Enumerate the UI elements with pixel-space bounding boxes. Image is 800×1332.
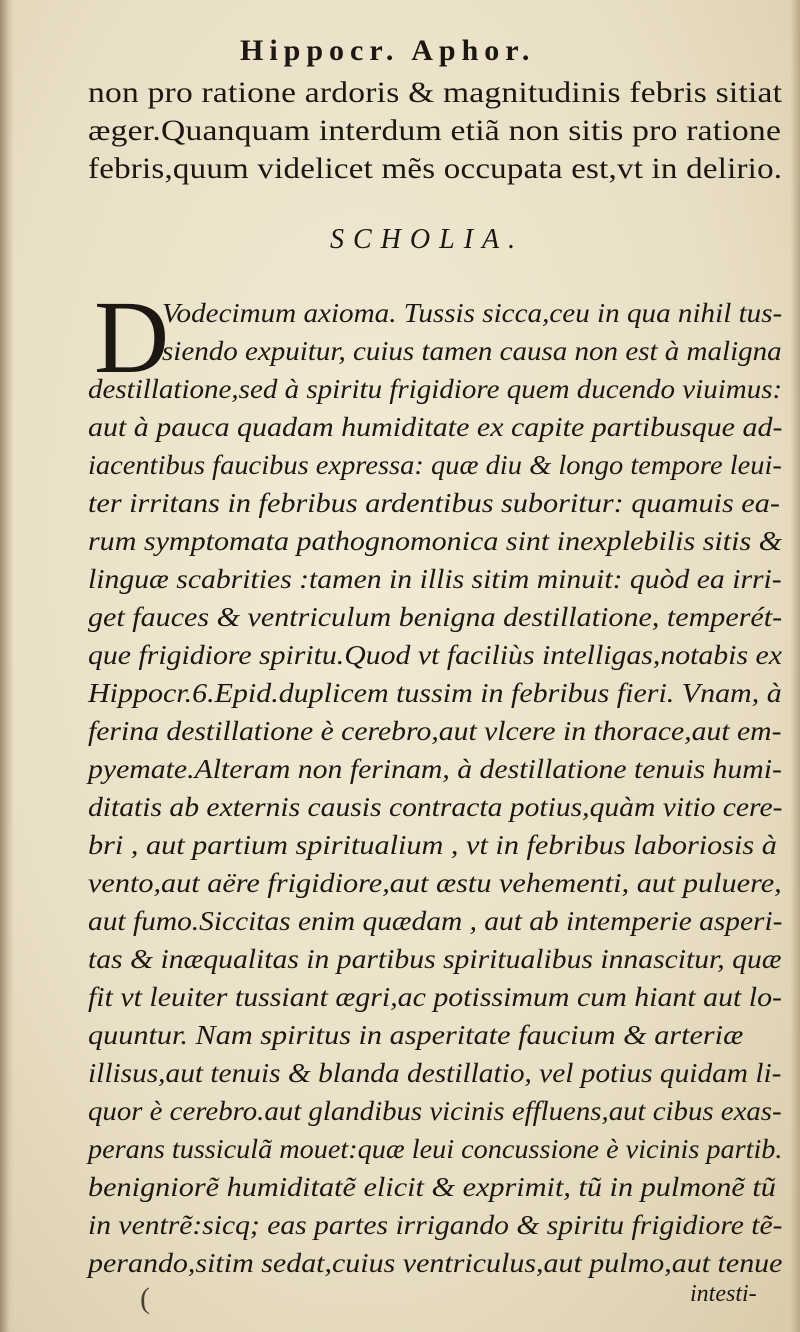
running-header: Hippocr. Aphor. xyxy=(240,34,536,67)
margin-mark: ( xyxy=(140,1282,150,1315)
text-line: fit vt leuiter tussiant ægri,ac potissimum cum hiant aut lo- xyxy=(88,982,783,1012)
text-line: Vodecimum axioma. Tussis sicca,ceu in qua nihil tus- xyxy=(162,298,783,328)
text-line: aut fumo.Siccitas enim quædam , aut ab intemperie asperi- xyxy=(88,906,783,936)
text-line: quuntur. Nam spiritus in asperitate faucium & arteriæ xyxy=(88,1020,744,1050)
text-line: vento,aut aëre frigidiore,aut æstu vehementi, aut puluere, xyxy=(88,868,782,898)
text-line: rum symptomata pathognomonica sint inexplebilis sitis & xyxy=(88,526,782,556)
text-line: perando,sitim sedat,cuius ventriculus,aut pulmo,aut tenue xyxy=(88,1248,783,1278)
page-right-edge xyxy=(790,0,800,1332)
text-line: bri , aut partium spiritualium , vt in febribus laboriosis à xyxy=(88,830,777,860)
text-line: ditatis ab externis causis contracta potius,quàm vitio cere- xyxy=(88,792,783,822)
text-line: in ventrẽ:sicq; eas partes irrigando & spiritu frigidiore tẽ- xyxy=(88,1210,783,1240)
text-line: iacentibus faucibus expressa: quæ diu & longo tempore leui- xyxy=(88,450,782,480)
text-line: quor è cerebro.aut glandibus vicinis effluens,aut cibus exas- xyxy=(88,1096,782,1126)
text-line: linguæ scabrities :tamen in illis sitim minuit: quòd ea irri- xyxy=(88,564,782,594)
text-line: Hippocr.6.Epid.duplicem tussim in febribus fieri. Vnam, à xyxy=(88,678,782,708)
text-line: benigniorẽ humiditatẽ elicit & exprimit, tũ in pulmonẽ tũ xyxy=(88,1172,776,1202)
text-line: illisus,aut tenuis & blanda destillatio, vel potius quidam li- xyxy=(88,1058,782,1088)
text-line: pyemate.Alteram non ferinam, à destillatione tenuis humi- xyxy=(88,754,782,784)
text-line: que frigidiore spiritu.Quod vt faciliùs intelligas,notabis ex xyxy=(88,640,782,670)
text-line: æger.Quanquam interdum etiã non sitis pro ratione xyxy=(88,114,782,147)
text-line: siendo expuitur, cuius tamen causa non est à maligna xyxy=(162,336,782,366)
text-line: tas & inæqualitas in partibus spiritualibus innascitur, quæ xyxy=(88,944,782,974)
text-line: febris,quum videlicet mẽs occupata est,vt in delirio. xyxy=(88,152,783,185)
catchword: intesti- xyxy=(690,1281,757,1307)
text-line: ter irritans in febribus ardentibus suboritur: quamuis ea- xyxy=(88,488,780,518)
section-title: SCHOLIA. xyxy=(330,224,525,255)
text-line: destillatione,sed à spiritu frigidiore quem ducendo viuimus: xyxy=(88,374,783,404)
page-gutter xyxy=(0,0,14,1332)
drop-cap: D xyxy=(94,280,170,395)
text-line: ferina destillatione è cerebro,aut vlcere in thorace,aut em- xyxy=(88,716,782,746)
text-line: aut à pauca quadam humiditate ex capite partibusque ad- xyxy=(88,412,783,442)
text-line: get fauces & ventriculum benigna destillatione, temperét- xyxy=(88,602,783,632)
text-line: non pro ratione ardoris & magnitudinis febris sitiat xyxy=(88,76,783,109)
text-line: perans tussiculã mouet:quæ leui concussione è vicinis partib. xyxy=(88,1134,783,1164)
